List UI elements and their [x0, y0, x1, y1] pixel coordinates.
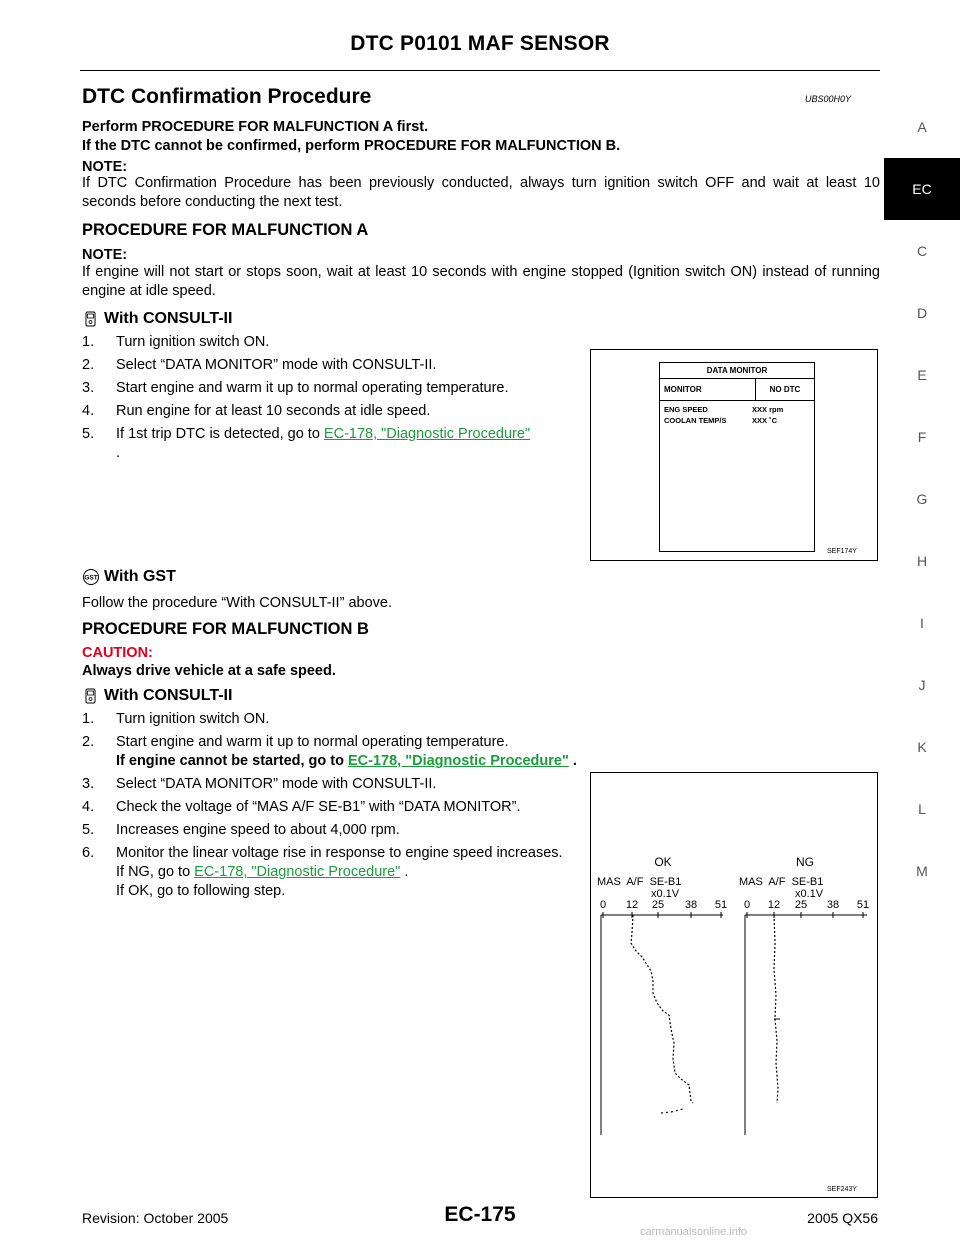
ok-tick-label: 38	[684, 899, 698, 911]
ng-voltage-trace	[774, 915, 778, 1103]
tab-c[interactable]: C	[916, 243, 928, 259]
list-item: 5. If 1st trip DTC is detected, go to EC-178, "Diagnostic Procedure" .	[82, 426, 531, 461]
list-item: 4. Run engine for at least 10 seconds at idle speed.	[82, 403, 431, 419]
watermark: carmanualsonline.info	[640, 1226, 748, 1238]
section-title: DTC Confirmation Procedure	[82, 85, 372, 108]
diagnostic-procedure-link[interactable]: EC-178, "Diagnostic Procedure"	[323, 426, 531, 442]
ok-tick-label: 25	[651, 899, 665, 911]
tab-f[interactable]: F	[917, 429, 927, 445]
ok-signal-unit: x0.1V	[651, 888, 680, 900]
ok-label: OK	[654, 855, 672, 869]
tab-k[interactable]: K	[917, 739, 927, 755]
tab-h[interactable]: H	[916, 553, 928, 569]
consult-tool-icon	[82, 687, 100, 705]
list-item: 1. Turn ignition switch ON.	[82, 711, 270, 727]
tab-g[interactable]: G	[916, 491, 928, 507]
monitor-row-eng-speed: ENG SPEED XXX rpm	[664, 405, 784, 414]
caution-text: Always drive vehicle at a safe speed.	[82, 663, 336, 679]
monitor-screen	[659, 362, 815, 552]
caution-label: CAUTION:	[82, 645, 153, 661]
ng-tick-label: 12	[767, 899, 781, 911]
voltage-graph-figure	[590, 772, 878, 1198]
tab-i[interactable]: I	[920, 615, 924, 631]
proc-a-consult-heading	[82, 310, 232, 328]
list-item: 6. Monitor the linear voltage rise in response to engine speed increases. If NG, go to EC-178, "Diagnostic Procedure" . If OK, go to following step.	[82, 845, 563, 899]
ok-voltage-trace	[631, 915, 693, 1103]
tab-m[interactable]: M	[916, 863, 928, 879]
ok-signal-name: MAS A/F SE-B1	[597, 876, 682, 888]
header-rule	[80, 70, 880, 71]
proc-b-consult-title: With CONSULT-II	[104, 687, 233, 704]
proc-a-consult-title: With CONSULT-II	[104, 310, 233, 327]
svg-text:GST: GST	[84, 574, 98, 582]
proc-a-note-text: If engine will not start or stops soon, wait at least 10 seconds with engine stopped (Ignition switch ON) instead of running engine at idle speed.	[82, 264, 880, 299]
monitor-header-row: MONITOR NO DTC	[660, 379, 814, 401]
footer-page-number: EC-175	[444, 1203, 516, 1226]
monitor-row-coolant-temp: COOLAN TEMP/S XXX ˚C	[664, 416, 778, 425]
diagnostic-procedure-link[interactable]: EC-178, "Diagnostic Procedure"	[194, 864, 401, 880]
tab-ec[interactable]: EC	[884, 158, 960, 220]
list-item: 3. Start engine and warm it up to normal operating temperature.	[82, 380, 509, 396]
page-header-title: DTC P0101 MAF SENSOR	[350, 32, 610, 55]
list-item: 3. Select “DATA MONITOR” mode with CONSULT-II.	[82, 776, 437, 792]
tab-l[interactable]: L	[918, 801, 926, 817]
ok-tick-label: 12	[625, 899, 639, 911]
note-1-label: NOTE:	[82, 159, 128, 175]
ng-signal-name: MAS A/F SE-B1	[739, 876, 824, 888]
figure-caption: SEF243Y	[827, 1186, 857, 1193]
list-item: 4. Check the voltage of “MAS A/F SE-B1” with “DATA MONITOR”.	[82, 799, 521, 815]
list-item: 2. Select “DATA MONITOR” mode with CONSULT-II.	[82, 357, 437, 373]
gst-text: Follow the procedure “With CONSULT-II” above.	[82, 595, 392, 611]
gst-icon	[82, 568, 100, 586]
ng-tick-label: 0	[743, 899, 751, 911]
ng-label: NG	[796, 855, 814, 869]
proc-b-title: PROCEDURE FOR MALFUNCTION B	[82, 620, 369, 638]
monitor-title: DATA MONITOR	[660, 363, 814, 379]
consult-tool-icon	[82, 310, 100, 328]
proc-b-consult-heading	[82, 687, 232, 705]
gst-heading	[82, 568, 176, 586]
intro-line-2: If the DTC cannot be confirmed, perform PROCEDURE FOR MALFUNCTION B.	[82, 138, 621, 154]
list-item: 2. Start engine and warm it up to normal operating temperature. If engine cannot be started, go to EC-178, "Diagnostic Procedure" .	[82, 734, 577, 769]
note-1-text: If DTC Confirmation Procedure has been previously conducted, always turn ignition switch OFF and wait at least 10 seconds before conducting the next test.	[82, 175, 880, 210]
list-item: 1. Turn ignition switch ON.	[82, 334, 270, 350]
list-item: 5. Increases engine speed to about 4,000 rpm.	[82, 822, 400, 838]
ok-trace-tail	[661, 1109, 683, 1113]
gst-title: With GST	[104, 568, 176, 585]
data-monitor-figure	[590, 349, 878, 561]
section-tab-index	[884, 96, 960, 902]
figure-caption: SEF174Y	[827, 548, 857, 555]
proc-b-steps	[82, 710, 584, 905]
footer-model: 2005 QX56	[807, 1210, 878, 1226]
ok-tick-label: 0	[599, 899, 607, 911]
ng-tick-label: 25	[794, 899, 808, 911]
ok-tick-label: 51	[714, 899, 728, 911]
proc-a-note-label: NOTE:	[82, 247, 128, 263]
tab-j[interactable]: J	[918, 677, 926, 693]
tab-a[interactable]: A	[917, 119, 927, 135]
tab-d[interactable]: D	[916, 305, 928, 321]
intro-line-1: Perform PROCEDURE FOR MALFUNCTION A first.	[82, 119, 429, 135]
ng-tick-label: 51	[856, 899, 870, 911]
ng-tick-label: 38	[826, 899, 840, 911]
ng-signal-unit: x0.1V	[795, 888, 824, 900]
footer-revision: Revision: October 2005	[82, 1210, 229, 1226]
proc-a-title: PROCEDURE FOR MALFUNCTION A	[82, 221, 369, 239]
voltage-graph	[591, 773, 877, 1197]
section-ref-code: UBS00H0Y	[805, 94, 852, 104]
diagnostic-procedure-link[interactable]: EC-178, "Diagnostic Procedure"	[348, 753, 569, 769]
proc-a-steps	[82, 333, 582, 467]
tab-e[interactable]: E	[917, 367, 927, 383]
